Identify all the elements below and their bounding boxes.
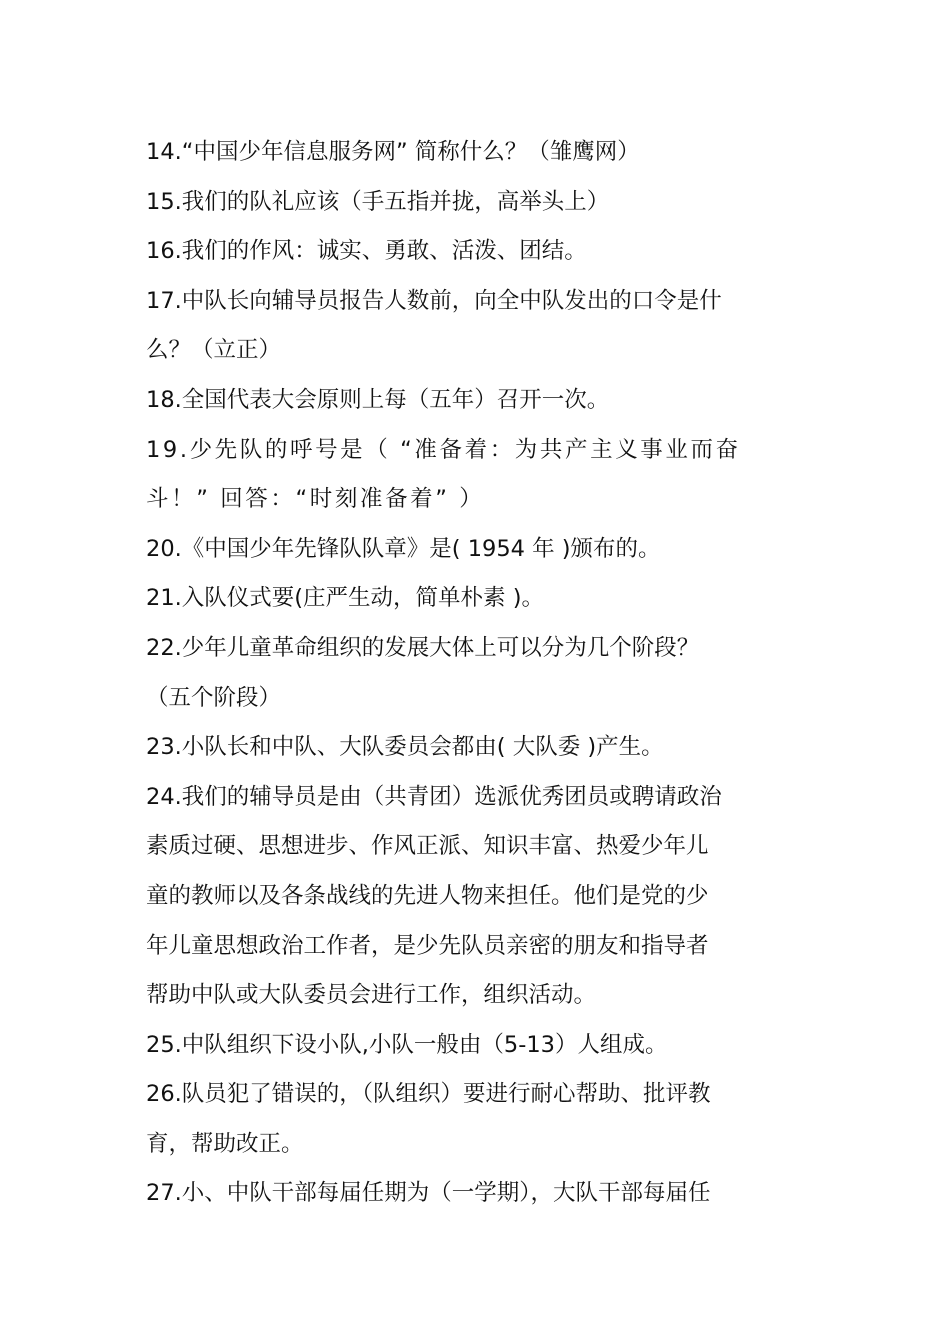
text-line-q24-cont-4: 帮助中队或大队委员会进行工作，组织活动。 (146, 982, 597, 1009)
document-body (146, 128, 810, 1219)
text-line-q24-cont-1: 素质过硬、思想进步、作风正派、知识丰富、热爱少年儿 (146, 833, 709, 860)
text-line-q15: 15.我们的队礼应该（手五指并拢，高举头上） (146, 188, 610, 215)
text-line-q19: 19.少先队的呼号是（ “准备着：为共产主义事业而奋 (146, 436, 741, 463)
text-line-q23: 23.小队长和中队、大队委员会都由( 大队委 )产生。 (146, 734, 664, 761)
text-line-q24: 24.我们的辅导员是由（共青团）选派优秀团员或聘请政治 (146, 783, 722, 810)
text-line-q17: 17.中队长向辅导员报告人数前，向全中队发出的口令是什 (146, 287, 722, 314)
text-line-q24-cont-3: 年儿童思想政治工作者，是少先队员亲密的朋友和指导者 (146, 932, 709, 959)
text-line-q24-cont-2: 童的教师以及各条战线的先进人物来担任。他们是党的少 (146, 882, 709, 909)
text-line-q20: 20.《中国少年先锋队队章》是( 1954 年 )颁布的。 (146, 535, 661, 562)
text-line-q18: 18.全国代表大会原则上每（五年）召开一次。 (146, 386, 610, 413)
text-line-q27: 27.小、中队干部每届任期为（一学期），大队干部每届任 (146, 1180, 711, 1207)
text-line-q25: 25.中队组织下设小队,小队一般由（5-13）人组成。 (146, 1031, 668, 1058)
text-line-q26: 26.队员犯了错误的，（队组织）要进行耐心帮助、批评教 (146, 1081, 711, 1108)
text-line-q16: 16.我们的作风：诚实、勇敢、活泼、团结。 (146, 238, 587, 265)
text-line-q26-cont: 育，帮助改正。 (146, 1130, 304, 1157)
text-line-q22: 22.少年儿童革命组织的发展大体上可以分为几个阶段？ (146, 634, 700, 661)
text-line-q19-cont: 斗！” 回答：“时刻准备着” ） (146, 486, 485, 513)
text-line-q17-cont: 么？（立正） (146, 337, 282, 364)
text-line-q14: 14.“中国少年信息服务网” 简称什么？（雏鹰网） (146, 139, 640, 165)
text-line-q21: 21.入队仪式要(庄严生动，简单朴素 )。 (146, 585, 544, 612)
text-line-q22-cont: （五个阶段） (146, 684, 282, 711)
